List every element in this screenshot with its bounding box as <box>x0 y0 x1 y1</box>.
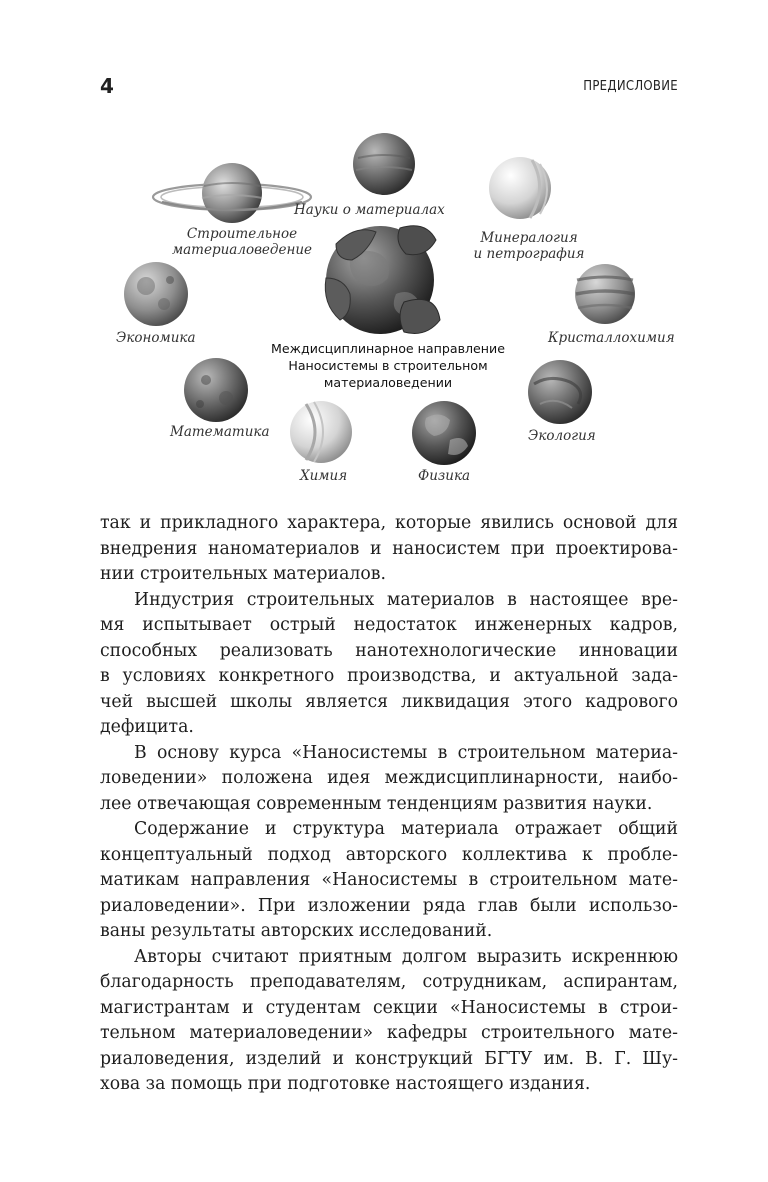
planet-fizika <box>412 401 476 465</box>
text-line: благодарность преподавателям, сотрудникам, аспирантам, <box>100 972 678 992</box>
label-nauki: Науки о материалах <box>294 202 445 218</box>
planet-himiya <box>290 401 352 463</box>
page-number: 4 <box>100 74 114 98</box>
text-line: хова за помощь при подготовке настоящего издания. <box>100 1074 591 1094</box>
text-line: внедрения наноматериалов и наносистем при проектирова- <box>100 538 678 559</box>
center-caption-line: Междисциплинарное направление <box>271 341 505 356</box>
center-caption-line: Наносистемы в строительном <box>288 358 488 373</box>
text-line: Индустрия строительных материалов в настоящее вре- <box>134 589 678 610</box>
text-line: лее отвечающая современным тенденциям развития науки. <box>100 793 653 814</box>
label-mineral <box>464 230 594 262</box>
paragraph <box>100 817 678 945</box>
text-line: в условиях конкретного производства, и актуальной зада- <box>100 666 678 686</box>
text-line: тельном материаловедении» кафедры строительного мате- <box>100 1023 678 1043</box>
text-line: Авторы считают приятным долгом выразить искреннюю <box>134 946 678 967</box>
planet-nauki <box>353 133 415 195</box>
label-matematika: Математика <box>170 424 270 440</box>
text-line: способных реализовать нанотехнологические инновации <box>100 640 678 661</box>
center-caption <box>268 340 508 391</box>
label-kristall: Кристаллохимия <box>548 330 675 346</box>
center-caption-line: материаловедении <box>323 375 453 390</box>
label-ekologiya: Экология <box>528 428 596 444</box>
label-mineral-line-1: Минералогия <box>480 230 578 246</box>
planet-kristall <box>575 264 635 324</box>
text-line: магистрантам и студентам секции «Наносистемы в строи- <box>100 997 678 1018</box>
label-economika: Экономика <box>116 330 196 346</box>
label-fizika: Физика <box>418 468 471 484</box>
label-stroit <box>164 226 320 258</box>
text-line: риаловедении». При изложении ряда глав были использо- <box>100 895 678 916</box>
text-line: матикам направления «Наносистемы в строительном мате- <box>100 870 678 890</box>
text-line: ваны результаты авторских исследований. <box>100 921 493 941</box>
paragraph <box>100 741 678 818</box>
text-line: мя испытывает острый недостаток инженерных кадров, <box>100 615 678 635</box>
planet-economika <box>124 262 188 326</box>
text-line: Содержание и структура материала отражает общий <box>134 819 678 839</box>
planet-mineral <box>489 157 551 219</box>
label-stroit-line-2: материаловедение <box>171 242 313 258</box>
planet-saturn <box>153 163 311 223</box>
paragraph <box>100 511 678 588</box>
planet-ekologiya <box>528 360 592 424</box>
text-line: дефицита. <box>100 717 194 737</box>
text-line: концептуальный подход авторского коллектива к пробле- <box>100 844 678 865</box>
label-stroit-line-1: Строительное <box>186 226 298 242</box>
paragraph <box>100 945 678 1098</box>
label-mineral-line-2: и петрография <box>473 246 585 262</box>
label-himiya: Химия <box>300 468 348 484</box>
paragraph <box>100 588 678 741</box>
text-line: чей высшей школы является ликвидация этого кадрового <box>100 691 678 712</box>
text-line: так и прикладного характера, которые явились основой для <box>100 513 678 533</box>
planet-matematika <box>184 358 248 422</box>
text-line: риаловедения, изделий и конструкций БГТУ им. В. Г. Шу- <box>100 1048 678 1069</box>
text-line: В основу курса «Наносистемы в строительном материа- <box>134 742 678 763</box>
text-line: нии строительных материалов. <box>100 564 386 584</box>
planet-center-earth <box>325 226 440 334</box>
text-line: ловедении» положена идея междисциплинарности, наибо- <box>100 768 678 788</box>
running-head: ПРЕДИСЛОВИЕ <box>583 79 678 94</box>
planets-figure <box>100 128 680 488</box>
body-text <box>100 511 678 1098</box>
page-header <box>0 0 768 110</box>
